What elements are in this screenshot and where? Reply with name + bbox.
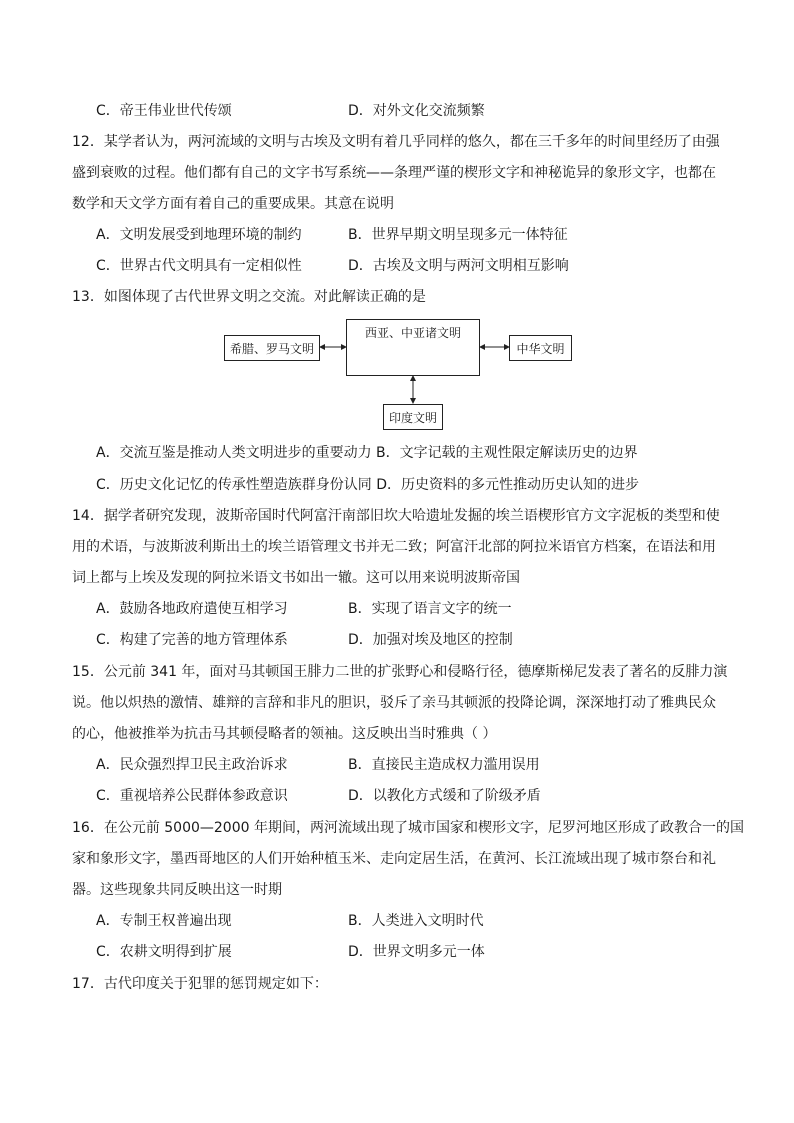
q15-stem-line-2: 说。他以炽热的激情、雄辩的言辞和非凡的胆识，驳斥了亲马其顿派的投降论调，深深地打动了雅典民众 (72, 695, 716, 711)
box-india: 印度文明 (383, 404, 443, 430)
q12-stem-line-3: 数学和天文学方面有着自己的重要成果。其意在说明 (72, 196, 394, 212)
q16-option-b[interactable]: B．人类进入文明时代 (348, 913, 484, 929)
q12-option-d[interactable]: D．古埃及文明与两河文明相互影响 (348, 258, 569, 274)
q16-option-a[interactable]: A．专制王权普遍出现 (96, 913, 232, 929)
q13-stem: 13．如图体现了古代世界文明之交流。对此解读正确的是 (72, 289, 426, 305)
q14-option-a[interactable]: A．鼓励各地政府遣使互相学习 (96, 601, 288, 617)
q15-option-c[interactable]: C．重视培养公民群体参政意识 (96, 788, 288, 804)
q12-option-a[interactable]: A．文明发展受到地理环境的制约 (96, 227, 302, 243)
q14-option-d[interactable]: D．加强对埃及地区的控制 (348, 632, 513, 648)
q16-stem-line-2: 家和象形文字，墨西哥地区的人们开始种植玉米、走向定居生活，在黄河、长江流域出现了城市祭台和礼 (72, 851, 716, 867)
q17-stem: 17．古代印度关于犯罪的惩罚规定如下： (72, 976, 328, 992)
q16-stem-line-3: 器。这些现象共同反映出这一时期 (72, 882, 282, 898)
q11-option-d[interactable]: D．对外文化交流频繁 (348, 103, 485, 119)
q15-option-b[interactable]: B．直接民主造成权力滥用误用 (348, 757, 540, 773)
q13-option-ab[interactable]: A．交流互鉴是推动人类文明进步的重要动力 B．文字记载的主观性限定解读历史的边界 (96, 445, 638, 461)
q15-option-a[interactable]: A．民众强烈捍卫民主政治诉求 (96, 757, 288, 773)
q12-option-b[interactable]: B．世界早期文明呈现多元一体特征 (348, 227, 568, 243)
q14-stem-line-3: 词上都与上埃及发现的阿拉米语文书如出一辙。这可以用来说明波斯帝国 (72, 570, 520, 586)
q15-stem-line-3: 的心，他被推举为抗击马其顿侵略者的领袖。这反映出当时雅典（ ） (72, 726, 497, 742)
q14-option-b[interactable]: B．实现了语言文字的统一 (348, 601, 512, 617)
q16-option-d[interactable]: D．世界文明多元一体 (348, 944, 485, 960)
q14-stem-line-2: 用的术语，与波斯波利斯出土的埃兰语管理文书并无二致；阿富汗北部的阿拉米语官方档案，在语法和用 (72, 539, 716, 555)
q15-stem-line-1: 15．公元前 341 年，面对马其顿国王腓力二世的扩张野心和侵略行径，德摩斯梯尼发表了著名的反腓力演 (72, 664, 728, 680)
q16-option-c[interactable]: C．农耕文明得到扩展 (96, 944, 232, 960)
q14-stem-line-1: 14．据学者研究发现，波斯帝国时代阿富汗南部旧坎大哈遗址发掘的埃兰语楔形官方文字泥板的类型和使 (72, 508, 720, 524)
q16-stem-line-1: 16．在公元前 5000—2000 年期间，两河流域出现了城市国家和楔形文字，尼罗河地区形成了政教合一的国 (72, 820, 744, 836)
box-west-central-asia: 西亚、中亚诸文明 (346, 319, 480, 376)
q13-option-cd[interactable]: C．历史文化记忆的传承性塑造族群身份认同 D．历史资料的多元性推动历史认知的进步 (96, 477, 640, 493)
q12-stem-line-2: 盛到衰败的过程。他们都有自己的文字书写系统——条理严谨的楔形文字和神秘诡异的象形文字，也都在 (72, 165, 716, 181)
box-china: 中华文明 (509, 335, 572, 361)
q12-option-c[interactable]: C．世界古代文明具有一定相似性 (96, 258, 302, 274)
box-greece-rome: 希腊、罗马文明 (224, 335, 320, 361)
q14-option-c[interactable]: C．构建了完善的地方管理体系 (96, 632, 288, 648)
q11-option-c[interactable]: C．帝王伟业世代传颂 (96, 103, 232, 119)
q12-stem-line-1: 12．某学者认为，两河流域的文明与古埃及文明有着几乎同样的悠久，都在三千多年的时间里经历了由强 (72, 134, 720, 150)
q15-option-d[interactable]: D．以教化方式缓和了阶级矛盾 (348, 788, 541, 804)
